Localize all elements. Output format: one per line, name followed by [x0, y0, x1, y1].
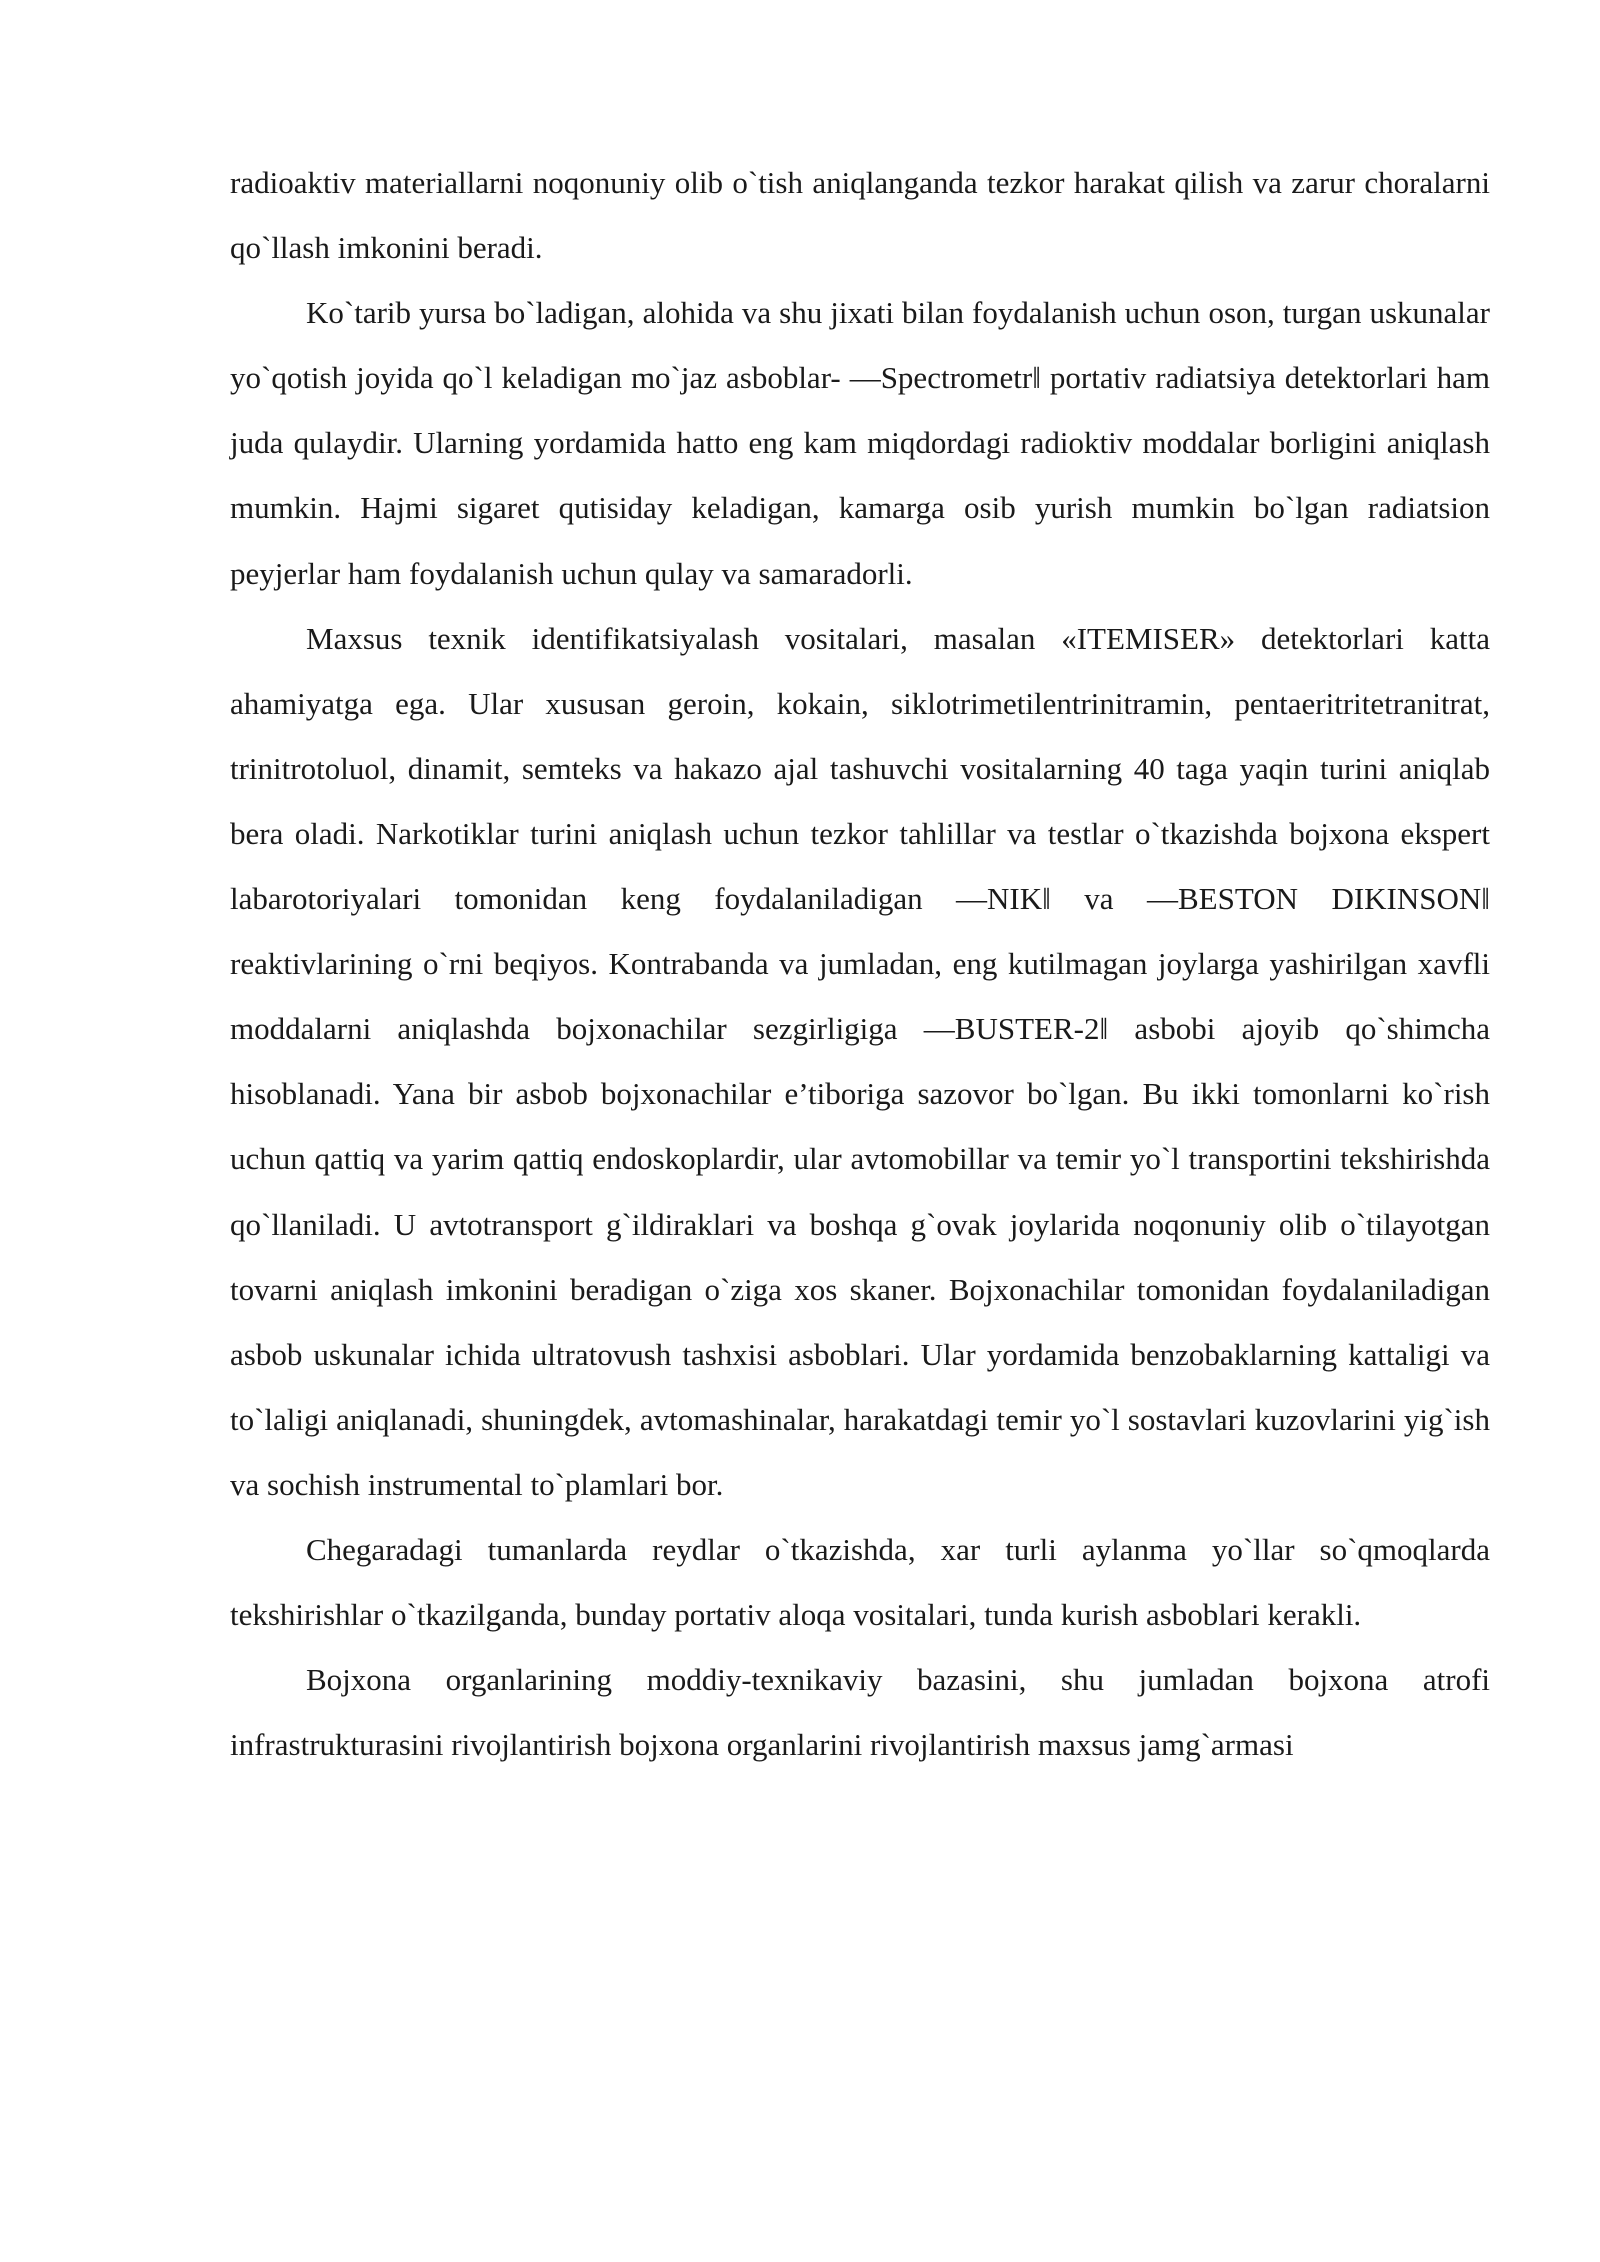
- paragraph-portable-detectors: Ko`tarib yursa bo`ladigan, alohida va shu jixati bilan foydalanish uchun oson, turgan uskunalar yo`qotish joyida qo`l keladigan mo`jaz asboblar- ―Spectrometr‖ portativ radiatsiya detektorlari ham juda qulaydir. Ularning yordamida hatto eng kam miqdordagi radioktiv moddalar borligini aniqlash mumkin. Hajmi sigaret qutisiday keladigan, kamarga osib yurish mumkin bo`lgan radiatsion peyjerlar ham foydalanish uchun qulay va samaradorli.: [230, 295, 1490, 591]
- paragraph-customs-infrastructure: Bojxona organlarining moddiy-texnikaviy bazasini, shu jumladan bojxona atrofi infrastrukturasini rivojlantirish bojxona organlarini rivojlantirish maxsus jamg`armasi: [230, 1662, 1490, 1763]
- paragraph-continuation: radioaktiv materiallarni noqonuniy olib o`tish aniqlanganda tezkor harakat qilish va zarur choralarni qo`llash imkonini beradi.: [230, 165, 1490, 266]
- document-page: [230, 150, 1490, 1777]
- paragraph-border-raids: Chegaradagi tumanlarda reydlar o`tkazishda, xar turli aylanma yo`llar so`qmoqlarda tekshirishlar o`tkazilganda, bunday portativ aloqa vositalari, tunda kurish asboblari kerakli.: [230, 1531, 1490, 1633]
- paragraph-identification-tools: Maxsus texnik identifikatsiyalash vositalari, masalan «ITEMISER» detektorlari katta ahamiyatga ega. Ular xususan geroin, kokain, siklotrimetilentrinitramin, pentaeritritetranitrat, trinitrotoluol, dinamit, semteks va hakazo ajal tashuvchi vositalarning 40 taga yaqin turini aniqlab bera oladi. Narkotiklar turini aniqlash uchun tezkor tahlillar va testlar o`tkazishda bojxona ekspert labarotoriyalari tomonidan keng foydalaniladigan ―NIK‖ va ―BESTON DIKINSON‖ reaktivlarining o`rni beqiyos. Kontrabanda va jumladan, eng kutilmagan joylarga yashirilgan xavfli moddalarni aniqlashda bojxonachilar sezgirligiga ―BUSTER-2‖ asbobi ajoyib qo`shimcha hisoblanadi. Yana bir asbob bojxonachilar e’tiboriga sazovor bo`lgan. Bu ikki tomonlarni ko`rish uchun qattiq va yarim qattiq endoskoplardir, ular avtomobillar va temir yo`l transportini tekshirishda qo`llaniladi. U avtotransport g`ildiraklari va boshqa g`ovak joylarida noqonuniy olib o`tilayotgan tovarni aniqlash imkonini beradigan o`ziga xos skaner. Bojxonachilar tomonidan foydalaniladigan asbob uskunalar ichida ultratovush tashxisi asboblari. Ular yordamida benzobaklarning kattaligi va to`laligi aniqlanadi, shuningdek, avtomashinalar, harakatdagi temir yo`l sostavlari kuzovlarini yig`ish va sochish instrumental to`plamlari bor.: [230, 620, 1490, 1502]
